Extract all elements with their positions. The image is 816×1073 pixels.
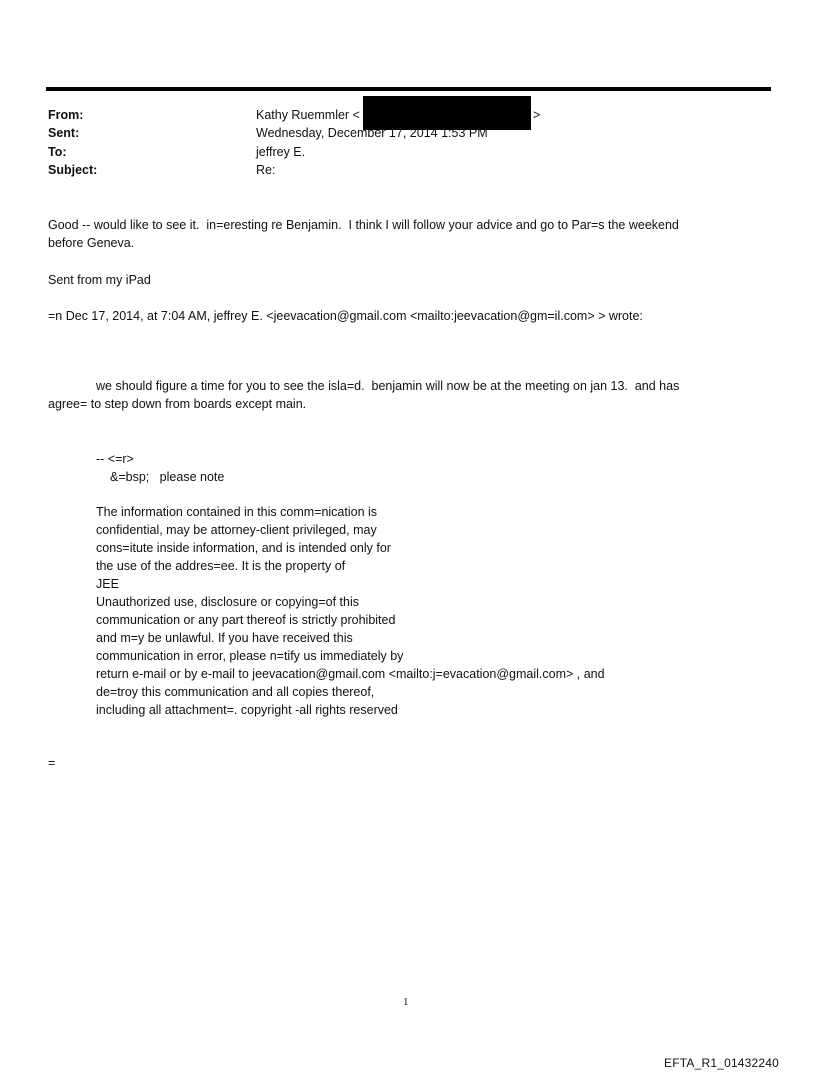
- to-label: To:: [48, 145, 67, 159]
- conf-line: confidential, may be attorney-client privileged, may: [96, 523, 377, 537]
- conf-line: cons=itute inside information, and is intended only for: [96, 541, 391, 555]
- conf-line: communication in error, please n=tify us immediately by: [96, 649, 404, 663]
- redaction-box: [363, 96, 531, 130]
- sent-from-ipad: Sent from my iPad: [48, 273, 151, 287]
- conf-line: Unauthorized use, disclosure or copying=of this: [96, 595, 359, 609]
- from-label: From:: [48, 108, 84, 122]
- signature-line-1: -- <=r>: [96, 452, 134, 466]
- from-value: Kathy Ruemmler <: [256, 108, 360, 122]
- quoted-line-2: agree= to step down from boards except main.: [48, 397, 307, 411]
- subject-label: Subject:: [48, 163, 98, 177]
- subject-value: Re:: [256, 163, 276, 177]
- header-rule: [46, 87, 771, 91]
- conf-line: The information contained in this comm=nication is: [96, 505, 378, 519]
- conf-line: JEE: [96, 577, 119, 591]
- conf-line: communication or any part thereof is strictly prohibited: [96, 613, 396, 627]
- page-number: 1: [403, 996, 409, 1008]
- to-value: jeffrey E.: [256, 145, 306, 159]
- from-trail: >: [533, 108, 541, 122]
- conf-line: and m=y be unlawful. If you have received this: [96, 631, 353, 645]
- signature-line-2: &=bsp; please note: [110, 470, 225, 484]
- body-paragraph-1-line-2: before Geneva.: [48, 236, 135, 250]
- conf-line: return e-mail or by e-mail to jeevacation@gmail.com <mailto:j=evacation@gmail.com> , and: [96, 667, 605, 681]
- trailer-mark: =: [48, 756, 56, 770]
- sent-value: Wednesday, December 17, 2014 1:53 PM: [256, 126, 488, 140]
- body-paragraph-1-line-1: Good -- would like to see it. in=eresting re Benjamin. I think I will follow your advice and go to Par=s the weekend: [48, 218, 679, 232]
- conf-line: the use of the addres=ee. It is the property of: [96, 559, 346, 573]
- conf-line: de=troy this communication and all copies thereof,: [96, 685, 375, 699]
- conf-line: including all attachment=. copyright -all rights reserved: [96, 703, 398, 717]
- quote-intro: =n Dec 17, 2014, at 7:04 AM, jeffrey E. <jeevacation@gmail.com <mailto:jeevacation@gm=il.com> > wrote:: [48, 309, 643, 323]
- document-id: EFTA_R1_01432240: [664, 1056, 780, 1070]
- quoted-line-1: we should figure a time for you to see the isla=d. benjamin will now be at the meeting on jan 13. and has: [96, 379, 680, 393]
- sent-label: Sent:: [48, 126, 80, 140]
